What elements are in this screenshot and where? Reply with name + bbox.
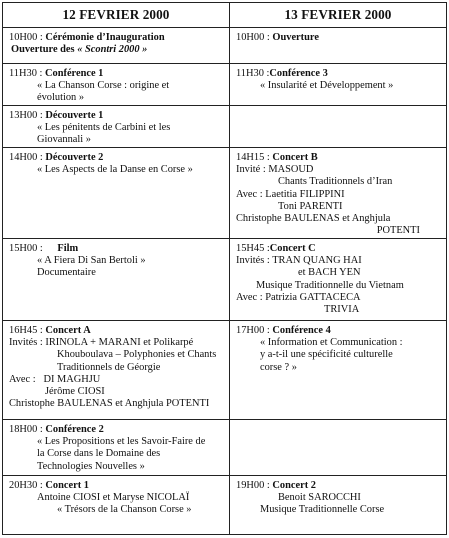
event-time: 10H00 : <box>236 32 270 43</box>
event-line: Musique Traditionnelle Corse <box>260 504 385 516</box>
event-title: Concert B <box>272 152 318 163</box>
day2-cell-empty <box>230 420 447 476</box>
day1-cell <box>3 28 230 64</box>
event-line: évolution » <box>37 92 85 104</box>
avec-name: Laetitia FILIPPINI <box>265 188 345 200</box>
event-title: Concert A <box>45 325 91 336</box>
event-time: 11H30 : <box>9 68 43 79</box>
performers-line-end: POTENTI <box>376 225 420 237</box>
invite-line: IRINOLA + MARANI et Polikarpé <box>45 337 194 349</box>
event-line: Benoit SAROCCHI <box>278 492 361 504</box>
day1-cell <box>3 148 230 239</box>
day2-cell <box>230 321 447 420</box>
schedule-row <box>3 106 447 148</box>
day1-cell <box>3 106 230 148</box>
invite-name: MASOUD <box>268 164 314 176</box>
day2-cell-empty <box>230 106 447 148</box>
invite-line: Traditionnels de Géorgie <box>57 361 161 373</box>
event-time: 20H30 : <box>9 480 43 491</box>
event-line: « Trésors de la Chanson Corse » <box>57 504 192 516</box>
invite-description: Musique Traditionnelle du Vietnam <box>256 279 404 291</box>
invite-name: et BACH YEN <box>298 267 361 279</box>
performers-line: Christophe BAULENAS et Anghjula <box>236 213 391 225</box>
event-time: 19H00 : <box>236 480 270 491</box>
event-subtitle: Ouverture des <box>11 44 78 56</box>
event-time: 14H00 : <box>9 152 43 163</box>
event-line: « Les Propositions et les Savoir-Faire de <box>37 436 206 448</box>
event-line: « Insularité et Développement » <box>260 80 394 92</box>
schedule-row <box>3 420 447 476</box>
event-title: Découverte 1 <box>45 110 104 121</box>
event-line: Documentaire <box>37 267 96 279</box>
invite-label: Invité : <box>236 164 266 176</box>
event-time: 18H00 : <box>9 424 43 435</box>
day2-cell <box>230 64 447 106</box>
invite-label: Invités : <box>236 255 270 267</box>
event-title: Conférence 2 <box>45 424 104 435</box>
day1-cell <box>3 239 230 321</box>
event-line: Technologies Nouvelles » <box>37 460 145 472</box>
event-time: 15H00 : <box>9 243 43 254</box>
day2-cell <box>230 148 447 239</box>
invite-name: TRAN QUANG HAI <box>272 255 362 267</box>
schedule-row <box>3 239 447 321</box>
event-line: corse ? » <box>260 361 297 373</box>
event-line: « La Chanson Corse : origine et <box>37 80 170 92</box>
event-time: 10H00 : <box>9 32 43 43</box>
event-time: 11H30 : <box>236 68 270 79</box>
header-row <box>3 3 447 28</box>
invite-description: Chants Traditionnels d’Iran <box>278 176 393 188</box>
day2-cell <box>230 476 447 535</box>
avec-label: Avec : <box>236 188 263 200</box>
day1-header: 12 FEVRIER 2000 <box>3 3 230 28</box>
event-title: Concert C <box>269 243 316 254</box>
avec-name: DI MAGHJU <box>43 373 101 385</box>
day2-cell <box>230 28 447 64</box>
avec-name: Jérôme CIOSI <box>45 386 105 398</box>
event-title: Concert 1 <box>45 480 89 491</box>
invite-label: Invités : <box>9 337 43 349</box>
event-title: Film <box>57 243 79 254</box>
event-line: « Information et Communication : <box>260 337 403 349</box>
event-subtitle-italic: « Scontri 2000 » <box>77 44 148 56</box>
event-title: Conférence 1 <box>45 68 104 79</box>
event-title: Ouverture <box>272 32 319 43</box>
day2-header: 13 FEVRIER 2000 <box>230 3 447 28</box>
event-title: Conférence 4 <box>272 325 331 336</box>
event-line: Giovannali » <box>37 134 91 146</box>
avec-name: TRIVIA <box>324 304 360 316</box>
schedule-row <box>3 148 447 239</box>
day1-cell <box>3 476 230 535</box>
event-time: 16H45 : <box>9 325 43 336</box>
event-line: la Corse dans le Domaine des <box>37 448 161 460</box>
event-line: y a-t-il une spécificité culturelle <box>260 349 393 361</box>
schedule-table <box>2 2 447 535</box>
schedule-row <box>3 64 447 106</box>
schedule-row <box>3 321 447 420</box>
avec-label: Avec : <box>236 291 263 303</box>
event-time: 14H15 : <box>236 152 270 163</box>
schedule-row <box>3 476 447 535</box>
event-line: Antoine CIOSI et Maryse NICOLAÏ <box>37 492 190 504</box>
day1-cell <box>3 321 230 420</box>
event-line: « A Fiera Di San Bertoli » <box>37 255 146 267</box>
event-title: Concert 2 <box>272 480 316 491</box>
schedule-row <box>3 28 447 64</box>
event-title: Conférence 3 <box>269 68 328 79</box>
event-title: Cérémonie d’Inauguration <box>45 32 165 43</box>
avec-label: Avec : <box>9 373 36 385</box>
event-line: « Les pénitents de Carbini et les <box>37 122 171 134</box>
day2-cell <box>230 239 447 321</box>
event-time: 15H45 : <box>236 243 270 254</box>
event-line: « Les Aspects de la Danse en Corse » <box>37 164 193 176</box>
event-time: 13H00 : <box>9 110 43 121</box>
avec-name: Toni PARENTI <box>278 200 343 212</box>
day1-cell <box>3 420 230 476</box>
day1-cell <box>3 64 230 106</box>
event-time: 17H00 : <box>236 325 270 336</box>
performers-line: Christophe BAULENAS et Anghjula POTENTI <box>9 398 210 410</box>
avec-name: Patrizia GATTACECA <box>265 291 361 303</box>
event-title: Découverte 2 <box>45 152 104 163</box>
invite-line: Khouboulava – Polyphonies et Chants <box>57 349 217 361</box>
